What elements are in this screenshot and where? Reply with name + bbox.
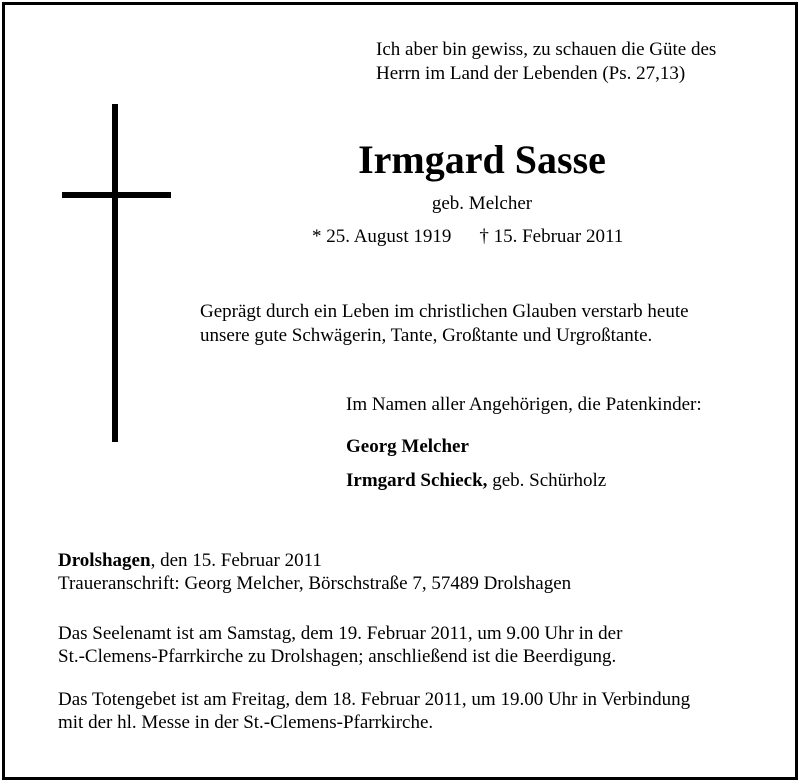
requiem-line-2: St.-Clemens-Pfarrkirche zu Drolshagen; anschließend ist die Beerdigung. bbox=[58, 646, 617, 667]
notice-date: , den 15. Februar 2011 bbox=[150, 550, 322, 571]
birth-name: geb. Melcher bbox=[431, 193, 533, 214]
quote-line-1: Ich aber bin gewiss, zu schauen die Güte des bbox=[376, 39, 717, 60]
mourner-2 bbox=[346, 470, 606, 492]
place-date-line bbox=[58, 549, 571, 572]
text-line-2: unsere gute Schwägerin, Tante, Großtante und Urgroßtante. bbox=[200, 325, 653, 346]
town-name: Drolshagen bbox=[58, 550, 151, 571]
text-line-1: Geprägt durch ein Leben im christlichen Glauben verstarb heute bbox=[200, 301, 689, 322]
mourner-2-birth-name: geb. Schürholz bbox=[487, 470, 607, 491]
bible-quote bbox=[376, 38, 716, 86]
birth-date: * 25. August 1919 bbox=[312, 226, 452, 247]
prayer-block bbox=[58, 688, 690, 734]
mourner-name-1: Georg Melcher bbox=[346, 436, 469, 457]
obituary-text bbox=[200, 300, 689, 348]
mourners-intro: Im Namen aller Angehörigen, die Patenkinder: bbox=[346, 394, 702, 415]
quote-line-2: Herrn im Land der Lebenden (Ps. 27,13) bbox=[376, 63, 686, 84]
prayer-line-2: mit der hl. Messe in der St.-Clemens-Pfarrkirche. bbox=[58, 712, 434, 733]
mourning-address: Traueranschrift: Georg Melcher, Börschstraße 7, 57489 Drolshagen bbox=[58, 573, 572, 594]
deceased-name: Irmgard Sasse bbox=[358, 137, 606, 182]
life-dates bbox=[312, 226, 623, 248]
requiem-block bbox=[58, 622, 622, 668]
death-date: † 15. Februar 2011 bbox=[479, 226, 624, 247]
mourner-name-2: Irmgard Schieck, bbox=[346, 470, 488, 491]
prayer-line-1: Das Totengebet ist am Freitag, dem 18. Februar 2011, um 19.00 Uhr in Verbindung bbox=[58, 689, 691, 710]
requiem-line-1: Das Seelenamt ist am Samstag, dem 19. Februar 2011, um 9.00 Uhr in der bbox=[58, 623, 623, 644]
place-date-block bbox=[58, 549, 571, 595]
